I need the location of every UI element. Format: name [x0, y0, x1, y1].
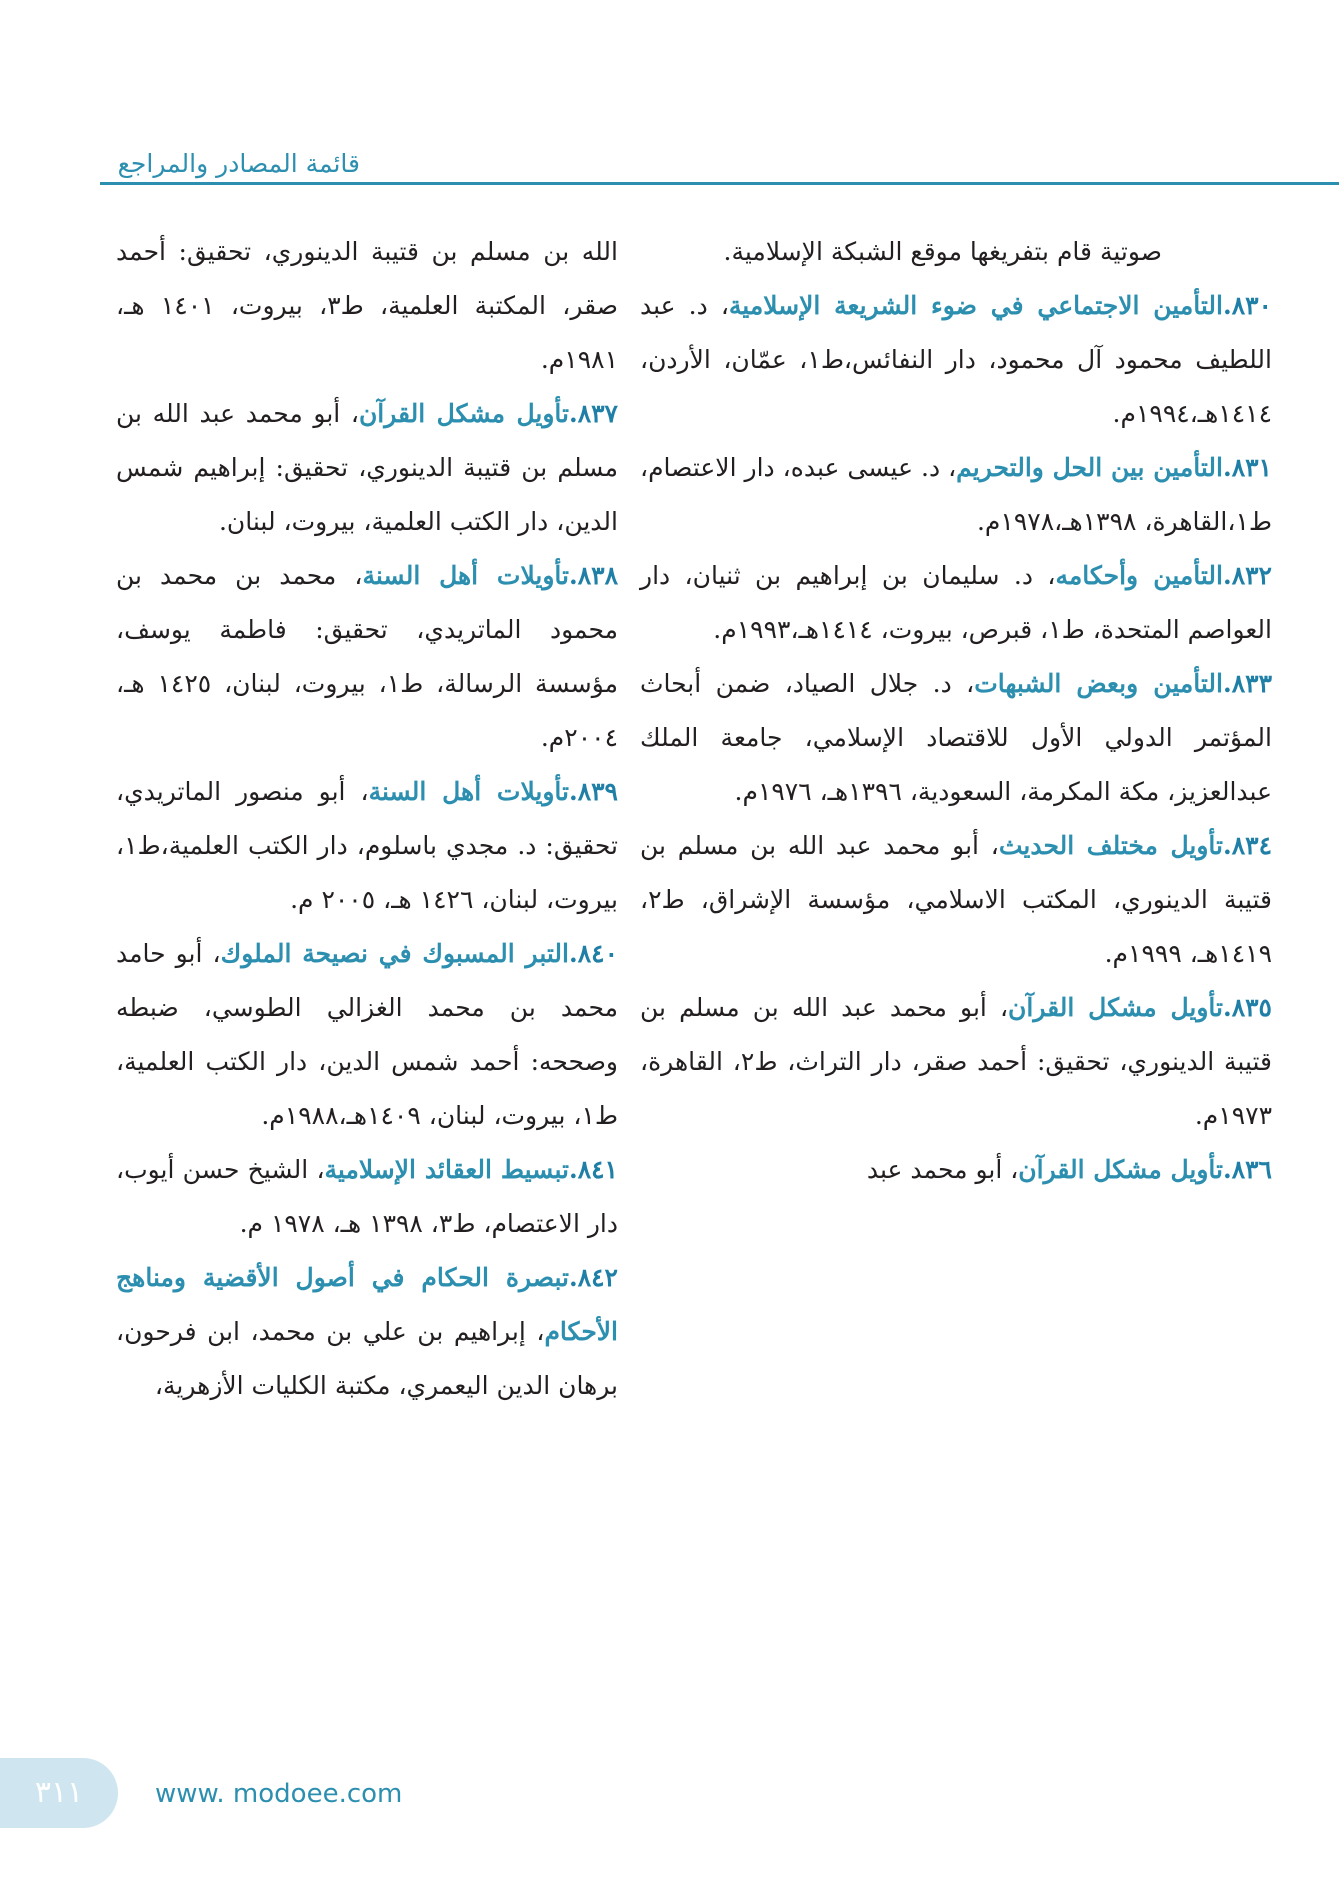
entry-details: ، أبو محمد عبد الله بن مسلم بن قتيبة الدينوري، المكتب الاسلامي، مؤسسة الإشراق، ط٢، ١٤١٩هـ، ١٩٩٩م. [640, 831, 1272, 968]
entry-number: ٨٤١. [568, 1155, 618, 1184]
entry-details: ، الشيخ حسن أيوب، دار الاعتصام، ط٣، ١٣٩٨ هـ، ١٩٧٨ م. [116, 1155, 618, 1238]
entry-number: ٨٤٢. [568, 1263, 618, 1292]
reference-entry-830 [640, 279, 1272, 441]
entry-details: ، د. عبد اللطيف محمود آل محمود، دار النفائس،ط١، عمّان، الأردن، ١٤١٤هـ،١٩٩٤م. [640, 291, 1272, 428]
entry-details: ، أبو محمد عبد [866, 1155, 1019, 1184]
entry-number: ٨٣٣. [1223, 669, 1273, 698]
website-url: www. modoee.com [155, 1779, 403, 1809]
entry-details: ، أبو محمد عبد الله بن مسلم بن قتيبة الدينوري، تحقيق: أحمد صقر، دار التراث، ط٢، القاهرة، ١٩٧٣م. [640, 993, 1272, 1130]
entry-title: تبصرة الحكام في أصول الأقضية ومناهج الأحكام [116, 1263, 618, 1346]
entry-details: ، إبراهيم بن علي بن محمد، ابن فرحون، برهان الدين اليعمري، مكتبة الكليات الأزهرية، [116, 1317, 618, 1400]
entry-title: التأمين الاجتماعي في ضوء الشريعة الإسلامية [728, 291, 1223, 320]
reference-entry-838 [116, 549, 618, 765]
entry-number: ٨٣٢. [1222, 561, 1272, 590]
left-column [116, 225, 618, 1413]
entry-title: التبر المسبوك في نصيحة الملوك [220, 939, 569, 968]
running-header-title: قائمة المصادر والمراجع [117, 149, 360, 178]
entry-number: ٨٣١. [1222, 453, 1272, 482]
entry-title: تأويلات أهل السنة [362, 561, 569, 590]
reference-entry-832 [640, 549, 1272, 657]
entry-title: تأويل مشكل القرآن [1008, 993, 1223, 1022]
reference-entry-833 [640, 657, 1272, 819]
entry-number: ٨٣٨. [569, 561, 619, 590]
reference-entry-839 [116, 765, 618, 927]
entry-number: ٨٣٠. [1222, 291, 1272, 320]
reference-entry-836 [640, 1143, 1272, 1197]
entry-details: ، د. سليمان بن إبراهيم بن ثنيان، دار العواصم المتحدة، ط١، قبرص، بيروت، ١٤١٤هـ،١٩٩٣م. [640, 561, 1272, 644]
reference-entry-842 [116, 1251, 618, 1413]
entry-title: تأويلات أهل السنة [368, 777, 569, 806]
reference-entry-834 [640, 819, 1272, 981]
entry-title: التأمين بين الحل والتحريم [956, 453, 1223, 482]
entry-title: تبسيط العقائد الإسلامية [324, 1155, 569, 1184]
entry-number: ٨٣٤. [1223, 831, 1273, 860]
entry-number: ٨٤٠. [569, 939, 619, 968]
entry-number: ٨٣٧. [568, 399, 618, 428]
page-number-badge: ٣١١ [0, 1758, 118, 1828]
entry-details: ، أبو حامد محمد بن محمد الغزالي الطوسي، ضبطه وصححه: أحمد شمس الدين، دار الكتب العلمية، ط١، بيروت، لبنان، ١٤٠٩هـ،١٩٨٨م. [116, 939, 618, 1130]
entry-title: تأويل مشكل القرآن [358, 399, 569, 428]
entry-title: تأويل مختلف الحديث [998, 831, 1223, 860]
entry-details: ، أبو محمد عبد الله بن مسلم بن قتيبة الدينوري، تحقيق: إبراهيم شمس الدين، دار الكتب العلمية، بيروت، لبنان. [116, 399, 618, 536]
reference-entry-831 [640, 441, 1272, 549]
entry-continuation: الله بن مسلم بن قتيبة الدينوري، تحقيق: أحمد صقر، المكتبة العلمية، ط٣، بيروت، ١٤٠١ هـ، ١٩٨١م. [116, 237, 618, 374]
entry-details: ، محمد بن محمد بن محمود الماتريدي، تحقيق: فاطمة يوسف، مؤسسة الرسالة، ط١، بيروت، لبنان، ١٤٢٥ هـ، ٢٠٠٤م. [116, 561, 619, 752]
entry-number: ٨٣٥. [1222, 993, 1272, 1022]
reference-entry-837 [116, 387, 618, 549]
entry-continuation: صوتية قام بتفريغها موقع الشبكة الإسلامية. [723, 237, 1162, 266]
reference-entry-840 [116, 927, 618, 1143]
entry-title: تأويل مشكل القرآن [1018, 1155, 1223, 1184]
entry-details: ، أبو منصور الماتريدي، تحقيق: د. مجدي باسلوم، دار الكتب العلمية،ط١، بيروت، لبنان، ١٤٢٦ هـ، ٢٠٠٥ م. [116, 777, 618, 914]
entry-number: ٨٣٦. [1222, 1155, 1272, 1184]
entry-details: ، د. عيسى عبده، دار الاعتصام، ط١،القاهرة، ١٣٩٨هـ،١٩٧٨م. [640, 453, 1272, 536]
entry-details: ، د. جلال الصياد، ضمن أبحاث المؤتمر الدولي الأول للاقتصاد الإسلامي، جامعة الملك عبدالعزيز، مكة المكرمة، السعودية، ١٣٩٦هـ، ١٩٧٦م. [640, 669, 1272, 806]
header-rule [100, 182, 1339, 185]
entry-title: التأمين وبعض الشبهات [974, 669, 1223, 698]
entry-title: التأمين وأحكامه [1055, 561, 1223, 590]
reference-entry-841 [116, 1143, 618, 1251]
entry-number: ٨٣٩. [568, 777, 618, 806]
reference-entry-835 [640, 981, 1272, 1143]
right-column [640, 225, 1272, 1197]
